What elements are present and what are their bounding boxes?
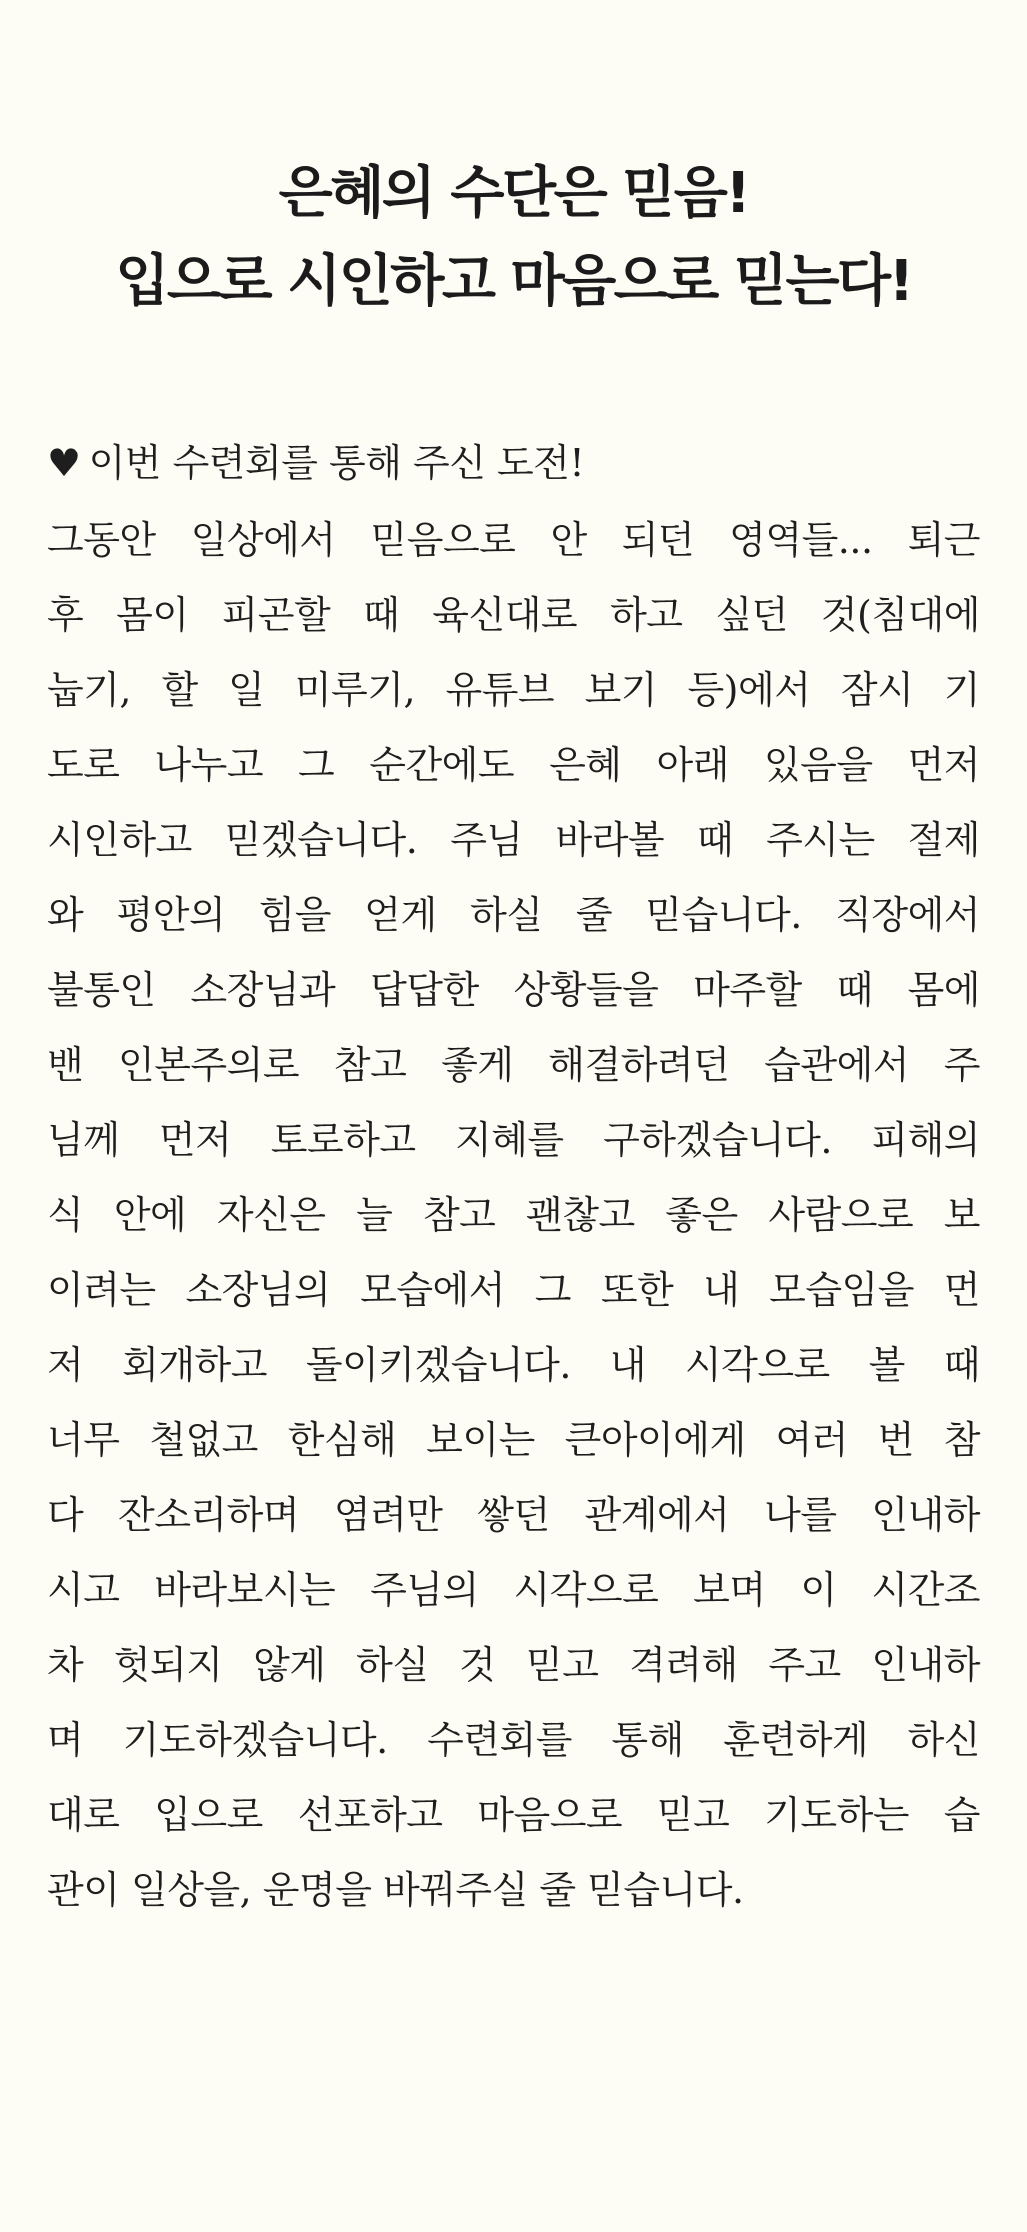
paragraph (47, 503, 980, 1928)
title-line-1: 은혜의 수단은 믿음! (278, 161, 749, 226)
text-line: 그동안 일상에서 믿음으로 안 되던 영역들... 퇴근 (47, 518, 980, 562)
text-line: 며 기도하겠습니다. 수련회를 통해 훈련하게 하신 (47, 1718, 980, 1762)
text-line: 도로 나누고 그 순간에도 은혜 아래 있음을 먼저 (47, 743, 980, 787)
text-line: 후 몸이 피곤할 때 육신대로 하고 싶던 것(침대에 (47, 593, 980, 637)
text-line: 다 잔소리하며 염려만 쌓던 관계에서 나를 인내하 (47, 1493, 980, 1537)
text-line: 시인하고 믿겠습니다. 주님 바라볼 때 주시는 절제 (47, 818, 980, 862)
section-heading (47, 426, 980, 501)
heart-icon: ♥ (47, 441, 81, 485)
text-line: 님께 먼저 토로하고 지혜를 구하겠습니다. 피해의 (47, 1118, 980, 1162)
text-line: 이려는 소장님의 모습에서 그 또한 내 모습임을 먼 (47, 1268, 980, 1312)
text-line: 대로 입으로 선포하고 마음으로 믿고 기도하는 습 (47, 1793, 980, 1837)
text-line: 불통인 소장님과 답답한 상황들을 마주할 때 몸에 (47, 968, 980, 1012)
page-title (47, 0, 980, 326)
section-heading-text: 이번 수련회를 통해 주신 도전! (88, 441, 585, 485)
text-line: 와 평안의 힘을 얻게 하실 줄 믿습니다. 직장에서 (47, 893, 980, 937)
text-line: 시고 바라보시는 주님의 시각으로 보며 이 시간조 (47, 1568, 980, 1612)
title-line-2: 입으로 시인하고 마음으로 믿는다! (115, 249, 912, 314)
text-line: 밴 인본주의로 참고 좋게 해결하려던 습관에서 주 (47, 1043, 980, 1087)
text-line: 차 헛되지 않게 하실 것 믿고 격려해 주고 인내하 (47, 1643, 980, 1687)
text-line: 저 회개하고 돌이키겠습니다. 내 시각으로 볼 때 (47, 1343, 980, 1387)
text-line: 너무 철없고 한심해 보이는 큰아이에게 여러 번 참 (47, 1418, 980, 1462)
text-line: 눕기, 할 일 미루기, 유튜브 보기 등)에서 잠시 기 (47, 668, 980, 712)
testimony-body (47, 426, 980, 1928)
text-line: 관이 일상을, 운명을 바꿔주실 줄 믿습니다. (47, 1868, 744, 1912)
text-line: 식 안에 자신은 늘 참고 괜찮고 좋은 사람으로 보 (47, 1193, 980, 1237)
